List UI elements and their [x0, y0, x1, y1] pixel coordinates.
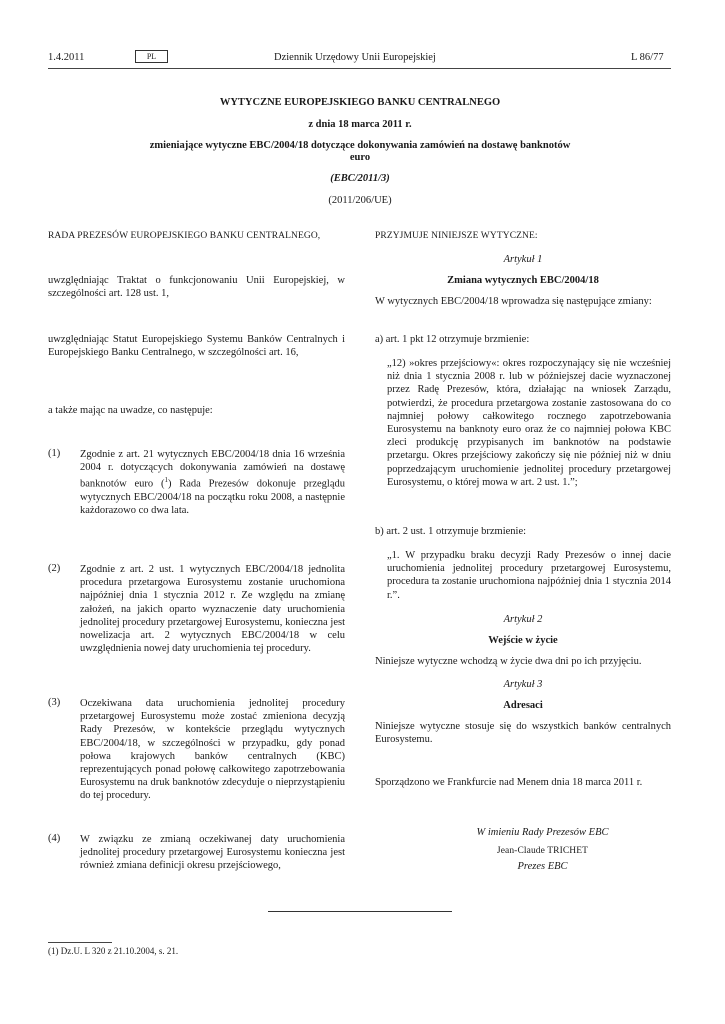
amendment-point-a: a) art. 1 pkt 12 otrzymuje brzmienie: — [375, 334, 530, 345]
adoption-heading: PRZYJMUJE NINIEJSZE WYTYCZNE: — [375, 231, 538, 241]
footnote-divider — [48, 942, 112, 943]
signatory-name: Jean-Claude TRICHET — [496, 846, 589, 856]
article-2-label: Artykuł 2 — [503, 614, 543, 625]
recital-1-text: Zgodnie z art. 21 wytycznych EBC/2004/18 dnia 16 września 2004 r. dotyczących dokonywania zamówień na dostawę banknotów euro ($^1$) Rada Prezesów dokonuje przeglądu wytycznych EBC/2004/18 na początku roku 2008, a następnie każdorazowo co dwa lata. — [80, 449, 345, 517]
recital-treaty: uwzględniając Traktat o funkcjonowaniu Unii Europejskiej, w szczególności art. 128 ust. 1, — [48, 275, 345, 300]
recital-number: (2) — [48, 563, 61, 574]
council-heading: RADA PREZESÓW EUROPEJSKIEGO BANKU CENTRALNEGO, — [48, 231, 321, 241]
footnote-ref[interactable]: 1 — [164, 476, 168, 485]
signature-behalf: W imieniu Rady Prezesów EBC — [476, 827, 609, 838]
place-and-date: Sporządzono we Frankfurcie nad Menem dnia 18 marca 2011 r. — [375, 777, 643, 788]
page-reference: L 86/77 — [631, 52, 664, 63]
amendment-a-text: „12) »okres przejściowy«: okres rozpoczynający się nie wcześniej niż dnia 1 stycznia 2008 r. lub w późniejszej dacie wyznaczonej przez Radę Prezesów, która, działając na wniosek Zarządu, potwierdzi, że procedura przetargowa zostanie zastosowana do co najmniej połowy całkowitego rocznego zapotrzebowania Eurosystemu na banknoty euro oraz że co najmniej połowa KBC zleci produkcję przypisanych im banknotów na podstawie przetargu. Okres przejściowy zakończy się nie później niż w dniu poprzedzającym uruchomienie jednolitej procedury przetargowej Eurosystemu, o której mowa w art. 2 ust. 1.”; — [387, 358, 671, 488]
document-date: z dnia 18 marca 2011 r. — [308, 119, 412, 130]
journal-name: Dziennik Urzędowy Unii Europejskiej — [274, 52, 436, 63]
article-1-title: Zmiana wytycznych EBC/2004/18 — [447, 275, 599, 286]
document-title: WYTYCZNE EUROPEJSKIEGO BANKU CENTRALNEGO — [219, 97, 501, 108]
footnote: (1) Dz.U. L 320 z 21.10.2004, s. 21. — [48, 946, 179, 956]
article-2-text: Niniejsze wytyczne wchodzą w życie dwa dni po ich przyjęciu. — [375, 656, 642, 667]
language-badge: PL — [135, 50, 168, 63]
recital-3-text: Oczekiwana data uruchomienia jednolitej procedury przetargowej Eurosystemu może zostać zmieniona decyzją Rady Prezesów, w kontekście przeglądu wytycznych EBC/2004/18, w szczególności w przypadku, gdy ponad połowa krajowych banków centralnych (KBC) reprezentujących ponad połowę całkowitego zapotrzebowania Eurosystemu na druk banknotów zdecyduje o nieprzystąpieniu do tej procedury. — [80, 698, 345, 802]
article-1-label: Artykuł 1 — [503, 254, 543, 265]
article-2-title: Wejście w życie — [488, 635, 558, 646]
document-subject: zmieniające wytyczne EBC/2004/18 dotyczące dokonywania zamówień na dostawę banknotów — [149, 140, 571, 151]
amendment-point-b: b) art. 2 ust. 1 otrzymuje brzmienie: — [375, 526, 527, 537]
end-divider — [268, 911, 452, 912]
document-reference: (EBC/2011/3) — [330, 173, 390, 184]
recital-statute: uwzględniając Statut Europejskiego Systemu Banków Centralnych i Europejskiego Banku Centralnego, w szczególności art. 16, — [48, 334, 345, 359]
recital-number: (4) — [48, 833, 61, 844]
recital-number: (1) — [48, 448, 61, 459]
recital-number: (3) — [48, 697, 61, 708]
signatory-title: Prezes EBC — [517, 861, 568, 872]
recital-4-text: W związku ze zmianą oczekiwanej daty uruchomienia jednolitej procedury przetargowej Eurosystemu konieczna jest również zmiana definicji okresu przejściowego, — [80, 834, 345, 872]
footnote-text: Dz.U. L 320 z 21.10.2004, s. 21. — [60, 946, 179, 956]
journal-date: 1.4.2011 — [48, 52, 85, 63]
header-divider — [48, 68, 671, 69]
document-ue-number: (2011/206/UE) — [328, 195, 392, 206]
article-3-label: Artykuł 3 — [503, 679, 543, 690]
article-1-intro: W wytycznych EBC/2004/18 wprowadza się następujące zmiany: — [375, 296, 652, 307]
whereas-intro: a także mając na uwadze, co następuje: — [48, 405, 213, 416]
recital-2-text: Zgodnie z art. 2 ust. 1 wytycznych EBC/2004/18 jednolita procedura przetargowa Eurosystemu zostanie uruchomiona najpóźniej dnia 1 stycznia 2012 r. Ze względu na zmianę założeń, na jakich oparto wyznaczenie daty uruchomienia jednolitej procedury przetargowej Eurosystemu, konieczna jest nowelizacja art. 2 wytycznych EBC/2004/18 w celu uwzględnienia nowej daty uruchomienia tej procedury. — [80, 564, 345, 655]
article-3-text: Niniejsze wytyczne stosuje się do wszystkich banków centralnych Eurosystemu. — [375, 721, 671, 746]
document-subject-cont: euro — [349, 152, 371, 163]
article-3-title: Adresaci — [503, 700, 543, 711]
amendment-b-text: „1. W przypadku braku decyzji Rady Prezesów o innej dacie uruchomienia jednolitej procedury przetargowej Eurosystemu, procedura ta zostanie uruchomiona najpóźniej dnia 1 stycznia 2014 r.”. — [387, 550, 671, 601]
